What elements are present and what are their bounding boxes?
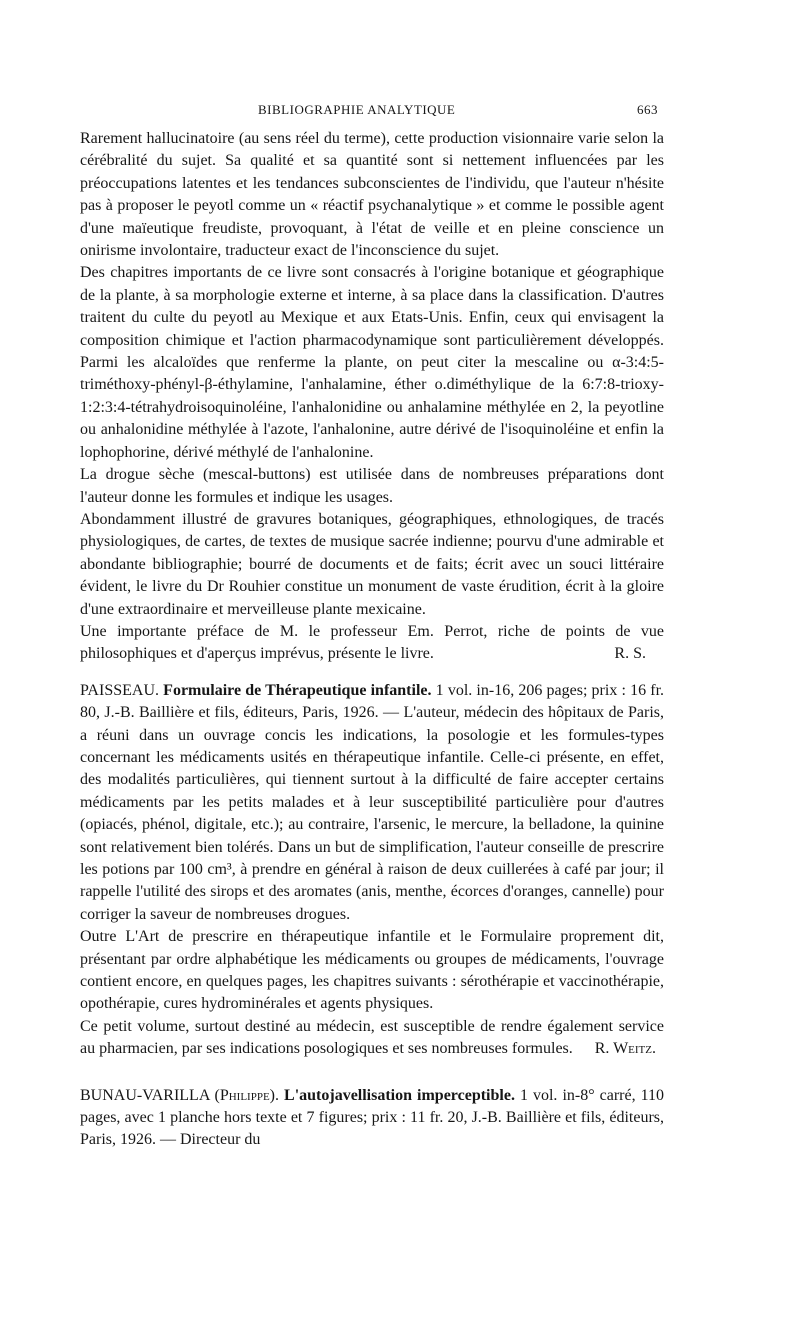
running-title: BIBLIOGRAPHIE ANALYTIQUE [258, 102, 456, 117]
paragraph: La drogue sèche (mescal-buttons) est utilisée dans de nombreuses préparations dont l'auteur donne les formules et indique les usages. [80, 466, 664, 506]
review-paisseau [80, 680, 664, 1061]
review-bunau-varilla [80, 1085, 664, 1152]
review-author: PAISSEAU. [80, 681, 159, 699]
review-rouhier-continued [80, 128, 664, 666]
section-divider [80, 666, 664, 680]
review-book-title: Formulaire de Thérapeutique infantile. [163, 681, 432, 699]
paragraph: Rarement hallucinatoire (au sens réel du terme), cette production visionnaire varie selon la cérébralité du sujet. Sa qualité et sa quantité sont si nettement influencées par les préoccupations latentes et les tendances subconscientes de l'individu, que l'auteur n'hésite pas à proposer le peyotl comme un « réactif psychanalytique » et comme le possible agent d'une maïeutique freudiste, provoquant, à l'état de veille et en pleine conscience un onirisme involontaire, traducteur exact de l'inconscience du sujet. [80, 130, 664, 260]
section-divider [80, 1061, 664, 1085]
paragraph-text: Ce petit volume, surtout destiné au médecin, est susceptible de rendre également service au pharmacien, par ses indications posologiques et ses nombreuses formules. [80, 1017, 664, 1058]
running-header [80, 102, 658, 120]
page-number: 663 [637, 102, 658, 117]
paragraph: Outre L'Art de prescrire en thérapeutique infantile et le Formulaire proprement dit, présentant par ordre alphabétique les médicaments ou groupes de médicaments, l'ouvrage contient encore, en quelques pages, les chapitres suivants : sérothérapie et vaccinothérapie, opothérapie, cures hydrominérales et agents physiques. [80, 928, 664, 1013]
paragraph [80, 1016, 664, 1061]
review-bibliographic-info: 1 vol. in-16, 206 pages; prix : 16 fr. 80, J.-B. Baillière et fils, éditeurs, Paris, 1926. — [80, 681, 665, 722]
review-author-firstname: (Philippe). [214, 1086, 279, 1104]
paragraph: Abondamment illustré de gravures botaniques, géographiques, ethnologiques, de tracés physiologiques, de cartes, de textes de musique sacrée indienne; pourvu d'une admirable et abondante bibliographie; bourré de documents et de faits; écrit avec un souci littéraire évident, le livre du Dr Rouhier constitue un monument de vaste érudition, écrit à la gloire d'une extraordinaire et merveilleuse plante mexicaine. [80, 510, 664, 618]
review-book-title: L'autojavellisation imperceptible. [284, 1086, 515, 1104]
paragraph-text: Une importante préface de M. le professeur Em. Perrot, riche de points de vue philosophiques et d'aperçus imprévus, présente le livre. [80, 622, 664, 663]
page-body [80, 128, 664, 1152]
paragraph [80, 621, 664, 666]
paragraph: Des chapitres importants de ce livre sont consacrés à l'origine botanique et géographique de la plante, à sa morphologie externe et interne, à sa place dans la classification. D'autres traitent du culte du peyotl au Mexique et aux Etats-Unis. Enfin, ceux qui envisagent la composition chimique et l'action pharmacodynamique sont particulièrement développés. Parmi les alcaloïdes que renferme la plante, on peut citer la mescaline ou α-3:4:5-triméthoxy-phényl-β-éthylamine, l'anhalamine, éther o.diméthylique de la 6:7:8-trioxy-1:2:3:4-tétrahydroisoquinoléine, l'anhalonidine ou anhalamine méthylée en 2, la peyotline ou anhalonidine méthylée à l'azote, l'anhalonine, autre dérivé de l'isoquinoléine et enfin la lophophorine, dérivé méthylé de l'anhalonine. [80, 264, 664, 461]
review-bibliographic-info: 1 vol. in-8° carré, 110 pages, avec 1 planche hors texte et 7 figures; prix : 11 fr. 20, J.-B. Baillière et fils, éditeurs, Paris, 1926. — Directeur du [80, 1086, 665, 1149]
review-signature: R. Weitz. [594, 1040, 656, 1058]
paragraph-text: L'auteur, médecin des hôpitaux de Paris, a réuni dans un ouvrage concis les indications, la posologie et les formules-types concernant les médicaments usités en thérapeutique infantile. Celle-ci présente, en effet, des modalités particulières, qui tiennent surtout à la difficulté de faire accepter certains médicaments par les petits malades et à leur susceptibilité particulière pour d'autres (opiacés, phénol, digitale, etc.); au contraire, l'arsenic, le mercure, la belladone, la quinine sont relativement bien tolérés. Dans un but de simplification, l'auteur conseille de prescrire les potions par 100 cm³, à prendre en général à raison de deux cuillerées à café par jour; il rappelle l'utilité des sirops et des aromates (anis, menthe, écorces d'oranges, cannelle) pour corriger la saveur de nombreuses drogues. [80, 704, 665, 923]
citation [80, 1085, 664, 1152]
citation [80, 680, 664, 926]
review-author: BUNAU-VARILLA [80, 1086, 210, 1104]
review-signature: R. S. [614, 645, 646, 663]
